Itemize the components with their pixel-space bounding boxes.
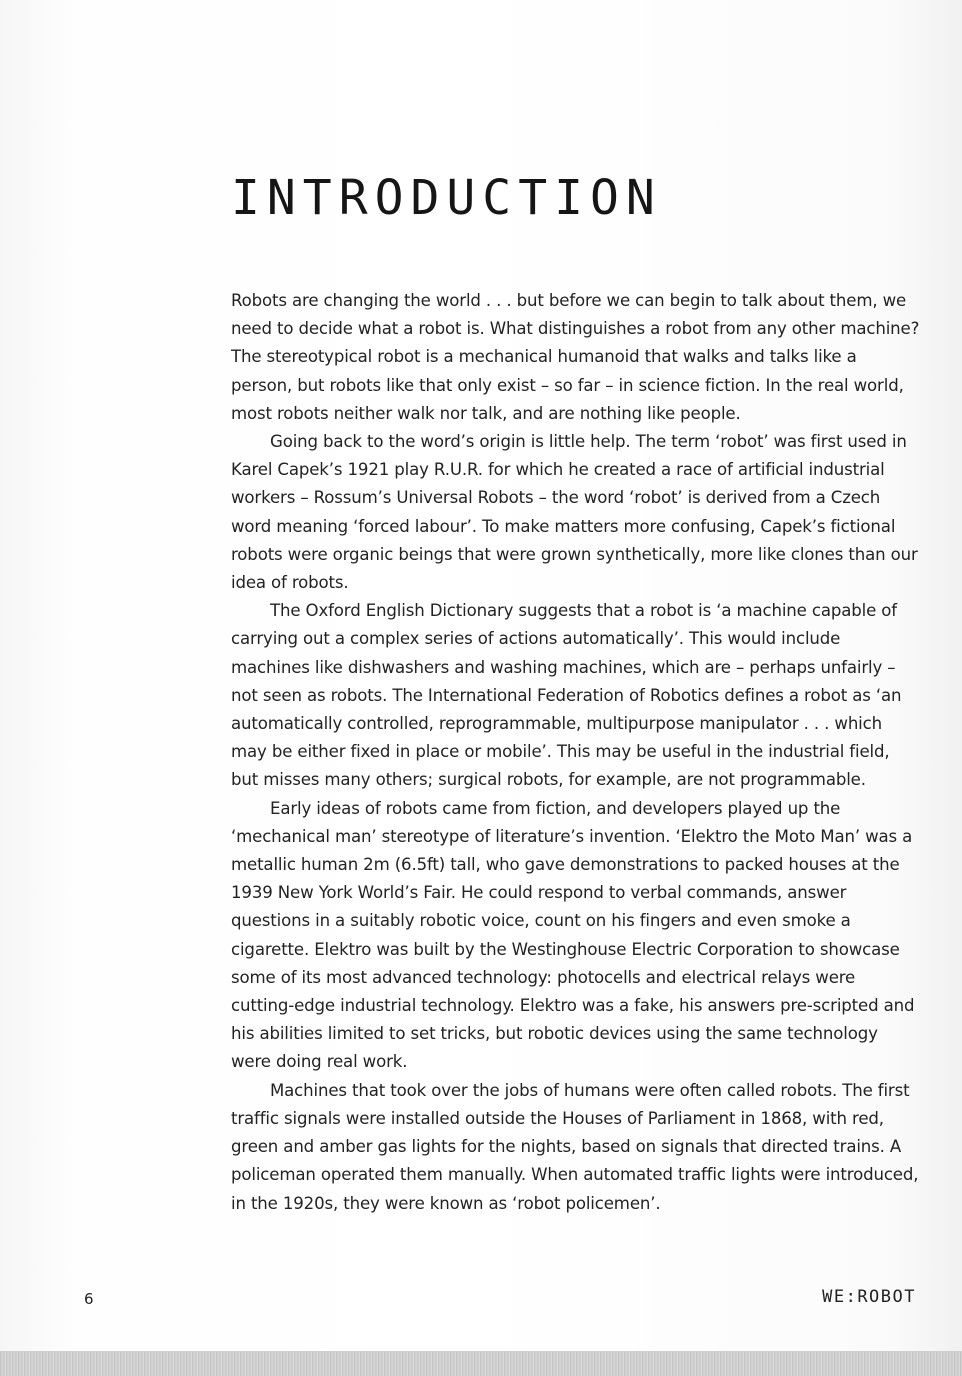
body-text xyxy=(231,287,921,1218)
paragraph: Robots are changing the world . . . but before we can begin to talk about them, we need to decide what a robot is. What distinguishes a robot from any other machine? The stereotypical robot is a mechanical humanoid that walks and talks like a person, but robots like that only exist – so far – in science fiction. In the real world, most robots neither walk nor talk, and are nothing like people. xyxy=(231,291,920,423)
page-number: 6 xyxy=(84,1290,94,1308)
paragraph: Going back to the word’s origin is little help. The term ‘robot’ was first used in Karel Capek’s 1921 play R.U.R. for which he created a race of artificial industrial workers – Rossum’s Universal Robots – the word ‘robot’ is derived from a Czech word meaning ‘forced labour’. To make matters more confusing, Capek’s fictional robots were organic beings that were grown synthetically, more like clones than our idea of robots. xyxy=(231,432,918,593)
page-title: INTRODUCTION xyxy=(231,170,662,226)
page-bottom-edge xyxy=(0,1351,962,1376)
paragraph: The Oxford English Dictionary suggests that a robot is ‘a machine capable of carrying out a complex series of actions automatically’. This would include machines like dishwashers and washing machines, which are – perhaps unfairly – not seen as robots. The International Federation of Robotics defines a robot as ‘an automatically controlled, reprogrammable, multipurpose manipulator . . . which may be either fixed in place or mobile’. This may be useful in the industrial field, but misses many others; surgical robots, for example, are not programmable. xyxy=(231,601,902,790)
running-footer-book-title: WE:ROBOT xyxy=(822,1287,916,1307)
paragraph: Early ideas of robots came from fiction, and developers played up the ‘mechanical man’ stereotype of literature’s invention. ‘Elektro the Moto Man’ was a metallic human 2m (6.5ft) tall, who gave demonstrations to packed houses at the 1939 New York World’s Fair. He could respond to verbal commands, answer questions in a suitably robotic voice, count on his fingers and even smoke a cigarette. Elektro was built by the Westinghouse Electric Corporation to showcase some of its most advanced technology: photocells and electrical relays were cutting-edge industrial technology. Elektro was a fake, his answers pre-scripted and his abilities limited to set tricks, but robotic devices using the same technology were doing real work. xyxy=(231,798,915,1072)
paragraph: Machines that took over the jobs of humans were often called robots. The first traffic signals were installed outside the Houses of Parliament in 1868, with red, green and amber gas lights for the nights, based on signals that directed trains. A policeman operated them manually. When automated traffic lights were introduced, in the 1920s, they were known as ‘robot policemen’. xyxy=(231,1080,919,1213)
